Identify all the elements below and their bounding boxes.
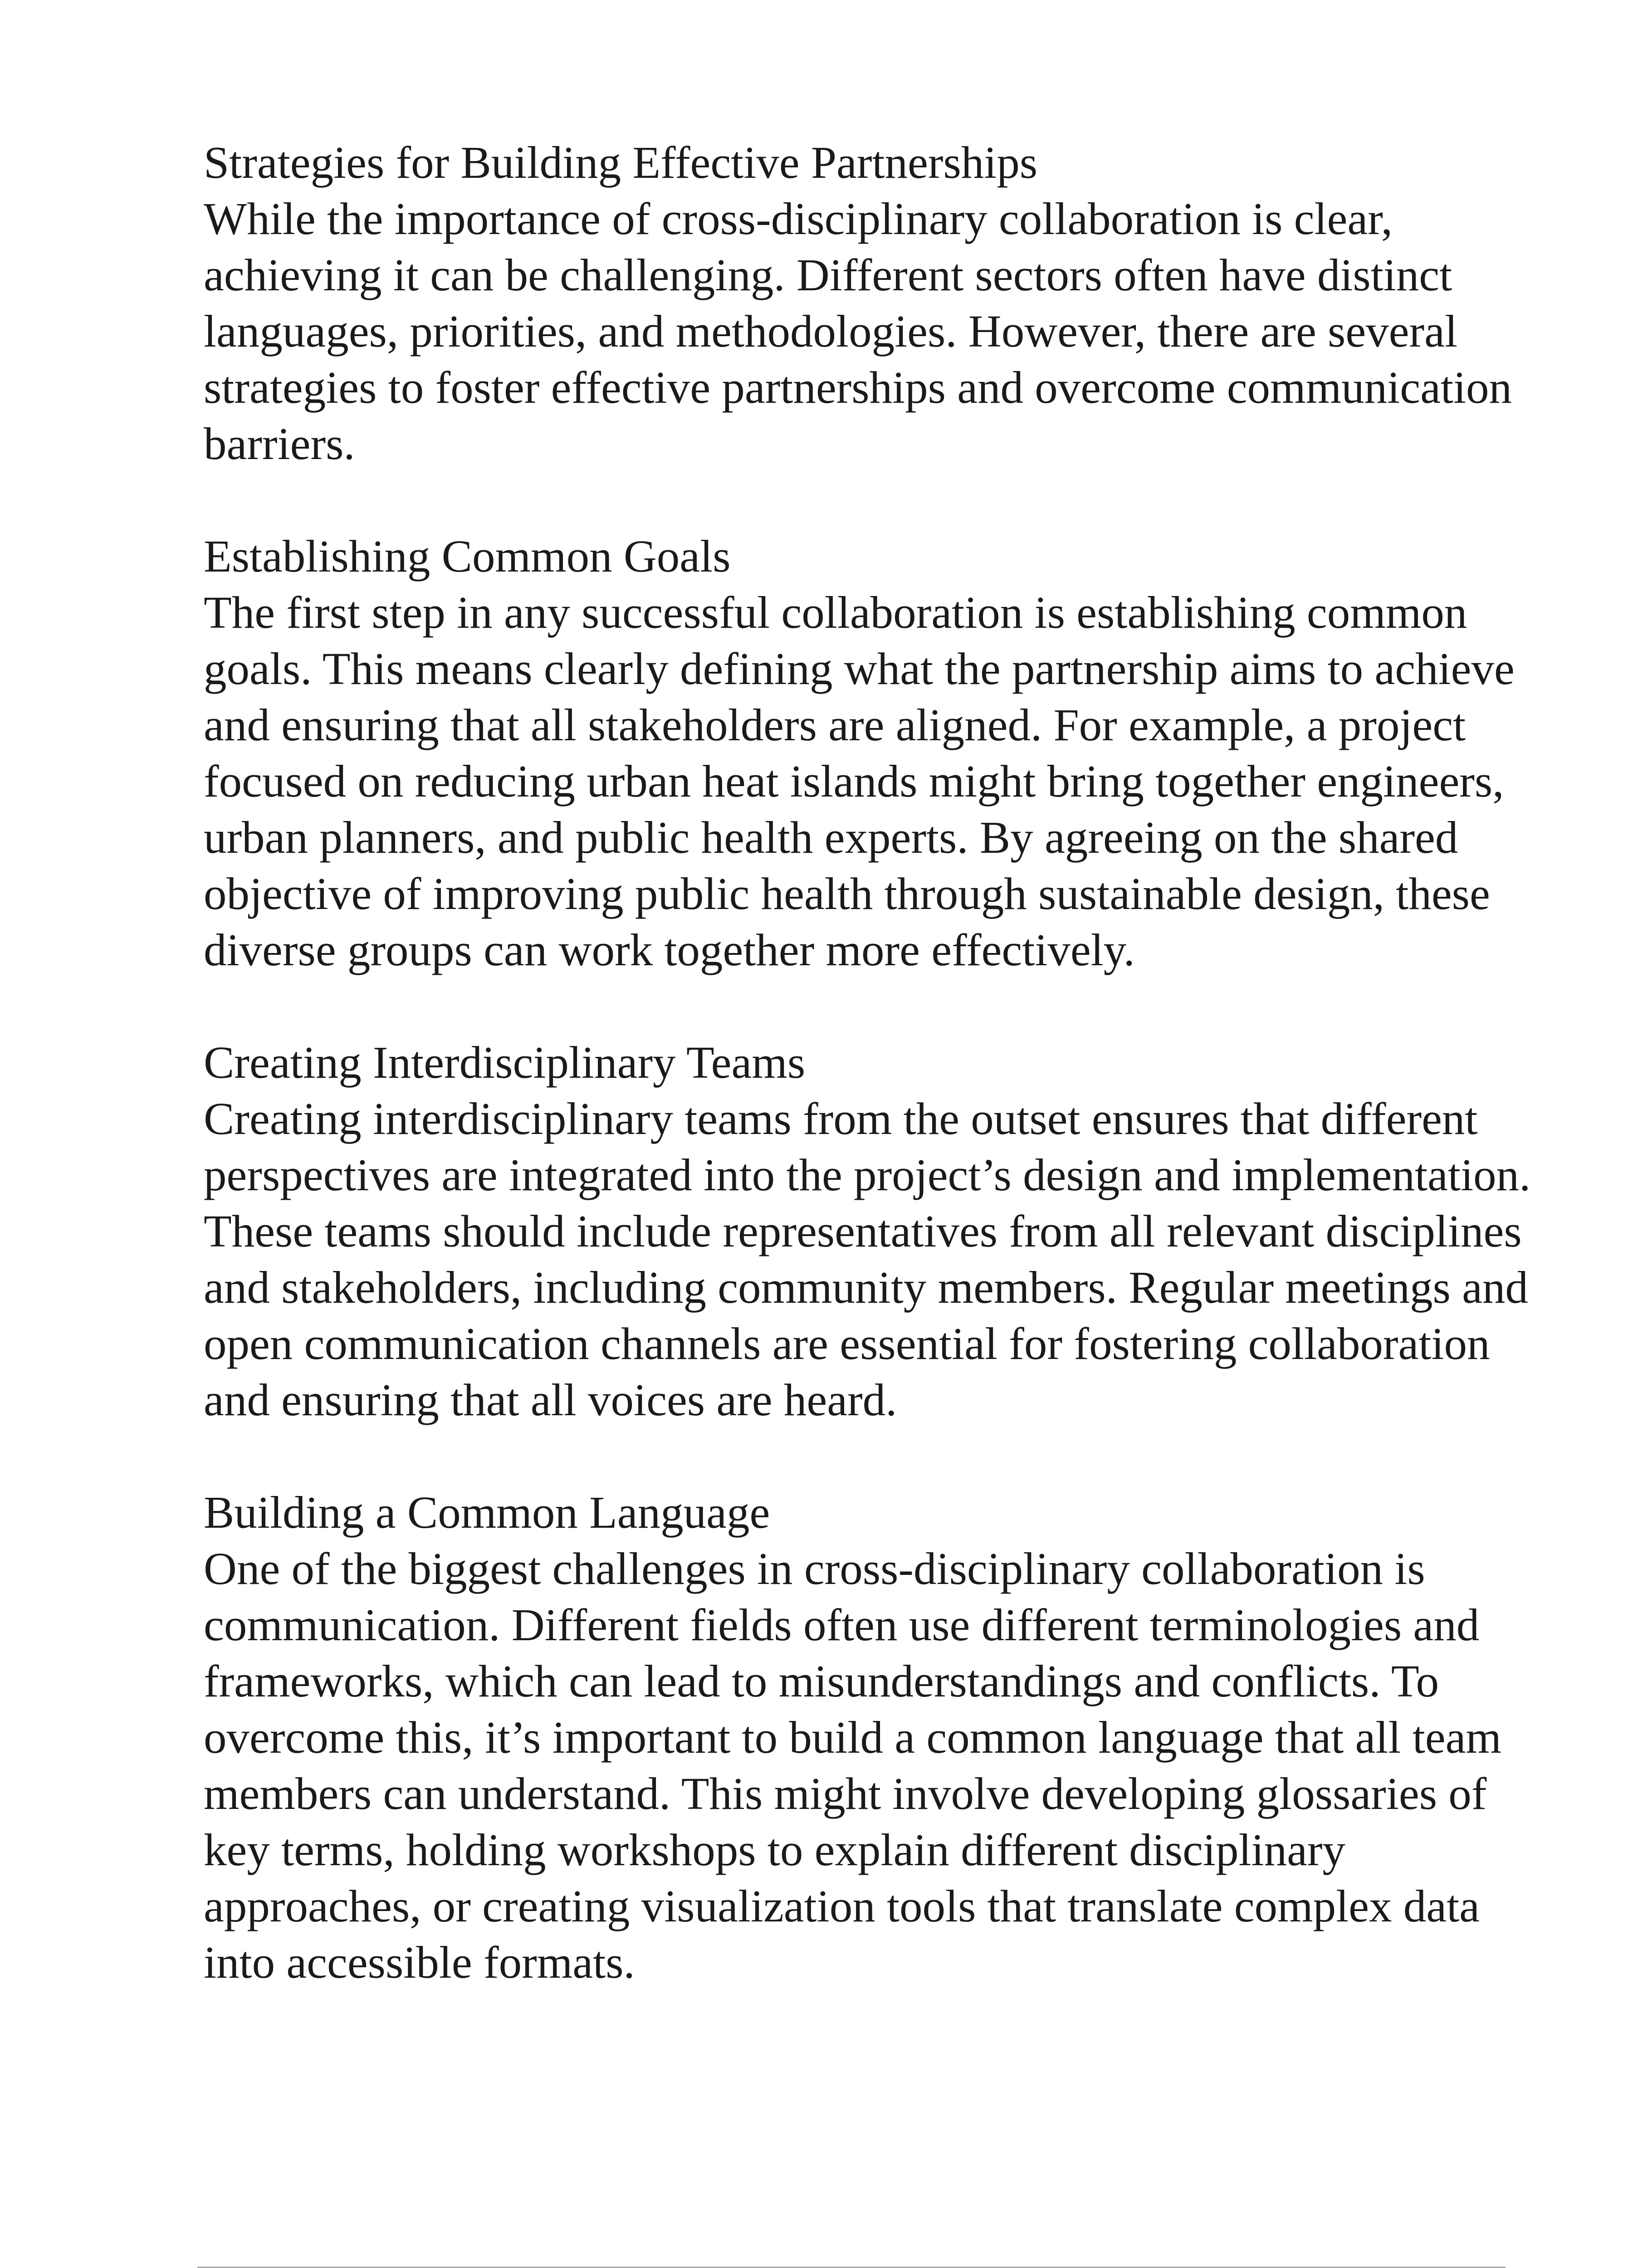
section-paragraph: The first step in any successful collaboration is establishing common goals. This means clearly defining what the partnership aims to achieve and ensuring that all stakeholders are aligned. For example, a project focused on reducing urban heat islands might bring together engineers, urban planners, and public health experts. By agreeing on the shared objective of improving public health through sustainable design, these diverse groups can work together more effectively. — [204, 587, 1515, 975]
section-interdisciplinary-teams — [204, 1034, 1537, 1428]
section-paragraph: While the importance of cross-disciplinary collaboration is clear, achieving it can be challenging. Different sectors often have distinct languages, priorities, and methodologies. However, there are several strategies to foster effective partnerships and overcome communication barriers. — [204, 193, 1512, 469]
section-paragraph: Creating interdisciplinary teams from the outset ensures that different perspectives are integrated into the project’s design and implementation. These teams should include representatives from all relevant disciplines and stakeholders, including community members. Regular meetings and open communication channels are essential for fostering collaboration and ensuring that all voices are heard. — [204, 1093, 1531, 1425]
section-common-language — [204, 1484, 1537, 1990]
section-paragraph: One of the biggest challenges in cross-disciplinary collaboration is communication. Different fields often use different terminologies and frameworks, which can lead to misunderstandings and conflicts. To overcome this, it’s important to build a common language that all team members can understand. This might involve developing glossaries of key terms, holding workshops to explain different disciplinary approaches, or creating visualization tools that translate complex data into accessible formats. — [204, 1543, 1501, 1988]
section-heading: Building a Common Language — [204, 1487, 770, 1538]
section-strategies — [204, 134, 1537, 472]
section-heading: Creating Interdisciplinary Teams — [204, 1037, 806, 1088]
section-heading: Establishing Common Goals — [204, 531, 731, 582]
section-heading: Strategies for Building Effective Partnerships — [204, 137, 1038, 188]
body-text — [204, 134, 1537, 1990]
section-common-goals — [204, 528, 1537, 978]
